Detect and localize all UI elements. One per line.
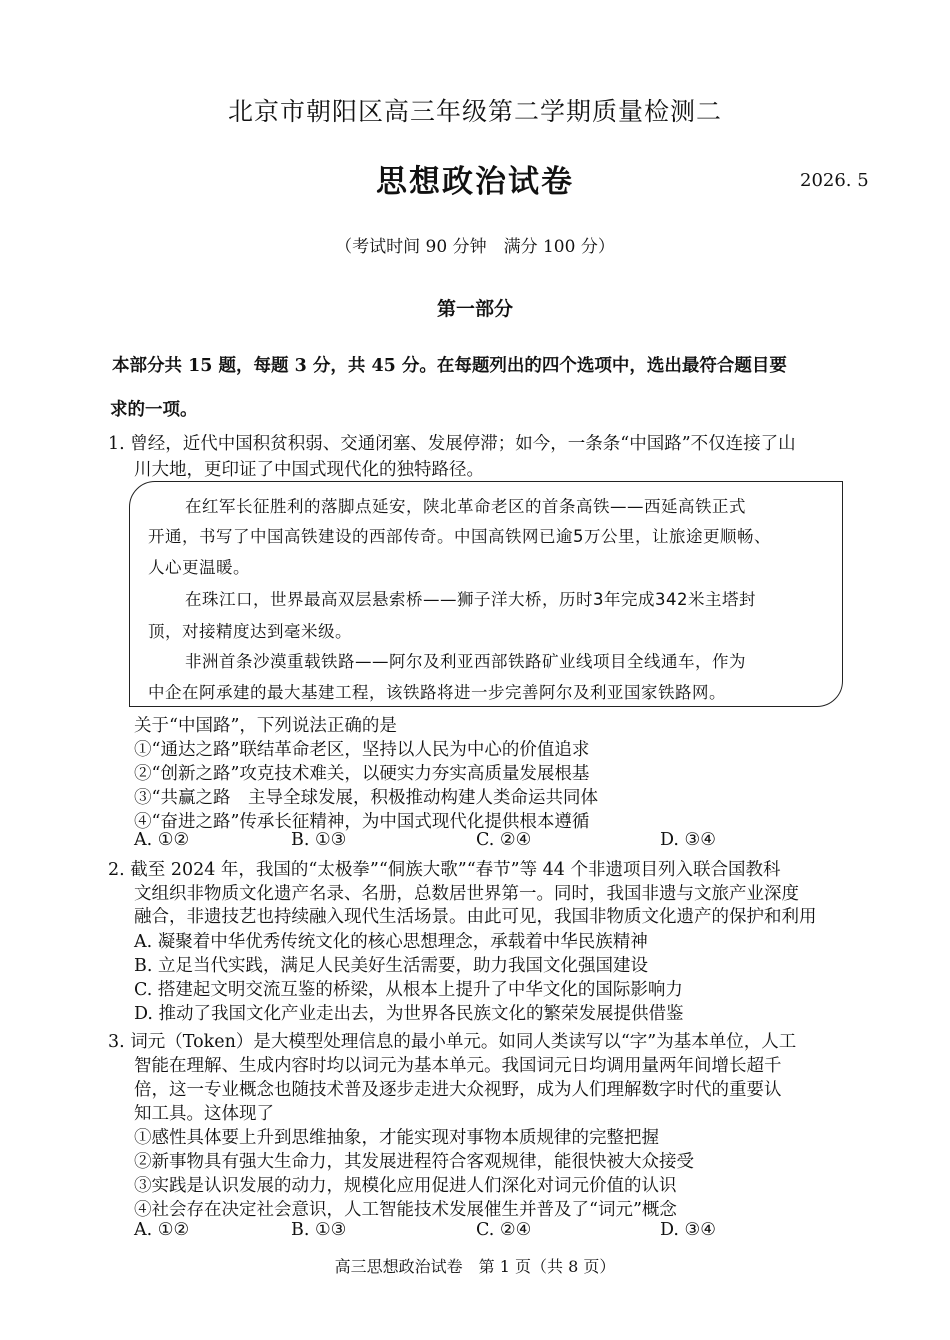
q3-option-a[interactable]: A. ①② bbox=[134, 1220, 190, 1240]
q3-stem-line-2: 智能在理解、生成内容时均以词元为基本单元。我国词元日均调用量两年间增长超千 bbox=[134, 1056, 782, 1076]
part-heading: 第一部分 bbox=[436, 298, 513, 320]
q1-option-b[interactable]: B. ①③ bbox=[291, 830, 347, 850]
q3-statement: ①感性具体要上升到思维抽象，才能实现对事物本质规律的完整把握 bbox=[134, 1128, 659, 1148]
q3-statement: ②新事物具有强大生命力，其发展进程符合客观规律，能很快被大众接受 bbox=[134, 1152, 694, 1172]
q1-material-line: 在红军长征胜利的落脚点延安，陕北革命老区的首条高铁——西延高铁正式 bbox=[185, 497, 746, 516]
q1-material-line: 开通，书写了中国高铁建设的西部传奇。中国高铁网已逾5万公里，让旅途更顺畅、 bbox=[148, 527, 771, 546]
q1-question: 关于“中国路”，下列说法正确的是 bbox=[134, 716, 397, 736]
q2-option-a[interactable]: A. 凝聚着中华优秀传统文化的核心思想理念，承载着中华民族精神 bbox=[134, 932, 648, 952]
q1-material-line: 中企在阿承建的最大基建工程，该铁路将进一步完善阿尔及利亚国家铁路网。 bbox=[148, 683, 726, 702]
exam-header: 北京市朝阳区高三年级第二学期质量检测二 bbox=[227, 97, 722, 126]
q2-stem-line-2: 文组织非物质文化遗产名录、名册，总数居世界第一。同时，我国非遗与文旅产业深度 bbox=[134, 884, 799, 904]
q1-statement: ①“通达之路”联结革命老区，坚持以人民为中心的价值追求 bbox=[134, 740, 590, 760]
q3-option-c[interactable]: C. ②④ bbox=[476, 1220, 532, 1240]
q1-material-line: 顶，对接精度达到毫米级。 bbox=[148, 622, 352, 641]
q1-option-d[interactable]: D. ③④ bbox=[660, 830, 716, 850]
q2-option-d[interactable]: D. 推动了我国文化产业走出去，为世界各民族文化的繁荣发展提供借鉴 bbox=[134, 1004, 684, 1024]
q1-material-line: 非洲首条沙漠重载铁路——阿尔及利亚西部铁路矿业线项目全线通车，作为 bbox=[185, 652, 746, 671]
q2-option-b[interactable]: B. 立足当代实践，满足人民美好生活需要，助力我国文化强国建设 bbox=[134, 956, 648, 976]
q1-option-a[interactable]: A. ①② bbox=[134, 830, 190, 850]
q1-stem-line-2: 川大地，更印证了中国式现代化的独特路径。 bbox=[134, 460, 484, 480]
q2-option-c[interactable]: C. 搭建起文明交流互鉴的桥梁，从根本上提升了中华文化的国际影响力 bbox=[134, 980, 683, 1000]
q3-stem-line-4: 知工具。这体现了 bbox=[134, 1104, 274, 1124]
instructions-line-1: 本部分共 15 题，每题 3 分，共 45 分。在每题列出的四个选项中，选出最符合题目要 bbox=[112, 356, 787, 376]
q1-material-line: 在珠江口，世界最高双层悬索桥——狮子洋大桥，历时3年完成342米主塔封 bbox=[185, 590, 756, 609]
exam-title: 思想政治试卷 bbox=[376, 164, 574, 200]
q2-stem-line-3: 融合，非遗技艺也持续融入现代生活场景。由此可见，我国非物质文化遗产的保护和利用 bbox=[134, 907, 817, 927]
exam-info: （考试时间 90 分钟 满分 100 分） bbox=[335, 237, 615, 257]
q1-option-c[interactable]: C. ②④ bbox=[476, 830, 532, 850]
page-footer: 高三思想政治试卷 第 1 页（共 8 页） bbox=[334, 1257, 616, 1276]
q3-stem-line-3: 倍，这一专业概念也随技术普及逐步走进大众视野，成为人们理解数字时代的重要认 bbox=[134, 1080, 782, 1100]
exam-date: 2026. 5 bbox=[800, 170, 869, 191]
q1-statement: ②“创新之路”攻克技术难关，以硬实力夯实高质量发展根基 bbox=[134, 764, 590, 784]
q3-statement: ④社会存在决定社会意识，人工智能技术发展催生并普及了“词元”概念 bbox=[134, 1200, 677, 1220]
q3-option-d[interactable]: D. ③④ bbox=[660, 1220, 716, 1240]
q3-stem-line-1: 3. 词元（Token）是大模型处理信息的最小单元。如同人类读写以“字”为基本单位，人工 bbox=[108, 1032, 797, 1052]
q3-statement: ③实践是认识发展的动力，规模化应用促进人们深化对词元价值的认识 bbox=[134, 1176, 677, 1196]
q1-material-line: 人心更温暖。 bbox=[148, 558, 250, 577]
instructions-line-2: 求的一项。 bbox=[110, 400, 198, 420]
q1-statement: ④“奋进之路”传承长征精神，为中国式现代化提供根本遵循 bbox=[134, 812, 590, 832]
q1-statement: ③“共赢之路 主导全球发展，积极推动构建人类命运共同体 bbox=[134, 788, 598, 808]
q2-stem-line-1: 2. 截至 2024 年，我国的“太极拳”“侗族大歌”“春节”等 44 个非遗项目列入联合国教科 bbox=[108, 860, 781, 880]
q3-option-b[interactable]: B. ①③ bbox=[291, 1220, 347, 1240]
q1-stem-line-1: 1. 曾经，近代中国积贫积弱、交通闭塞、发展停滞；如今，一条条“中国路”不仅连接了山 bbox=[108, 434, 796, 454]
